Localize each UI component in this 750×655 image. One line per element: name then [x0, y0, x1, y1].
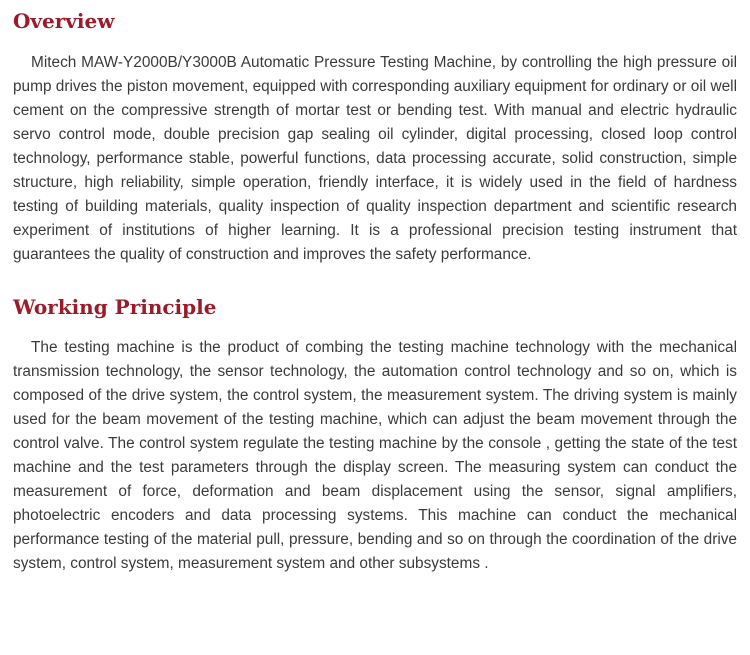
- working-principle-paragraph: The testing machine is the product of combing the testing machine technology with the mechanical transmission technology, the sensor technology, the automation control technology and so on, which is composed of the drive system, the control system, the measurement system. The driving system is mainly used for the beam movement of the testing machine, which can adjust the beam movement through the control valve. The control system regulate the testing machine by the console , getting the state of the test machine and the test parameters through the display screen. The measuring system can conduct the measurement of force, deformation and beam displacement using the sensor, signal amplifiers, photoelectric encoders and data processing systems. This machine can conduct the mechanical performance testing of the material pull, pressure, bending and so on through the coordination of the drive system, control system, measurement system and other subsystems .: [13, 339, 737, 572]
- working-principle-section: [13, 295, 737, 576]
- overview-heading: Overview: [13, 9, 115, 33]
- document-content: [13, 0, 737, 576]
- overview-paragraph: Mitech MAW-Y2000B/Y3000B Automatic Pressure Testing Machine, by controlling the high pressure oil pump drives the piston movement, equipped with corresponding auxiliary equipment for ordinary or oil well cement on the compressive strength of mortar test or bending test. With manual and electric hydraulic servo control mode, double precision gap sealing oil cylinder, digital processing, closed loop control technology, performance stable, powerful functions, data processing accurate, solid construction, simple structure, high reliability, simple operation, friendly interface, it is widely used in the field of hardness testing of building materials, quality inspection of quality inspection department and scientific research experiment of institutions of higher learning. It is a professional precision testing instrument that guarantees the quality of construction and improves the safety performance.: [13, 54, 737, 263]
- overview-section: [13, 9, 737, 267]
- working-principle-heading: Working Principle: [13, 295, 217, 319]
